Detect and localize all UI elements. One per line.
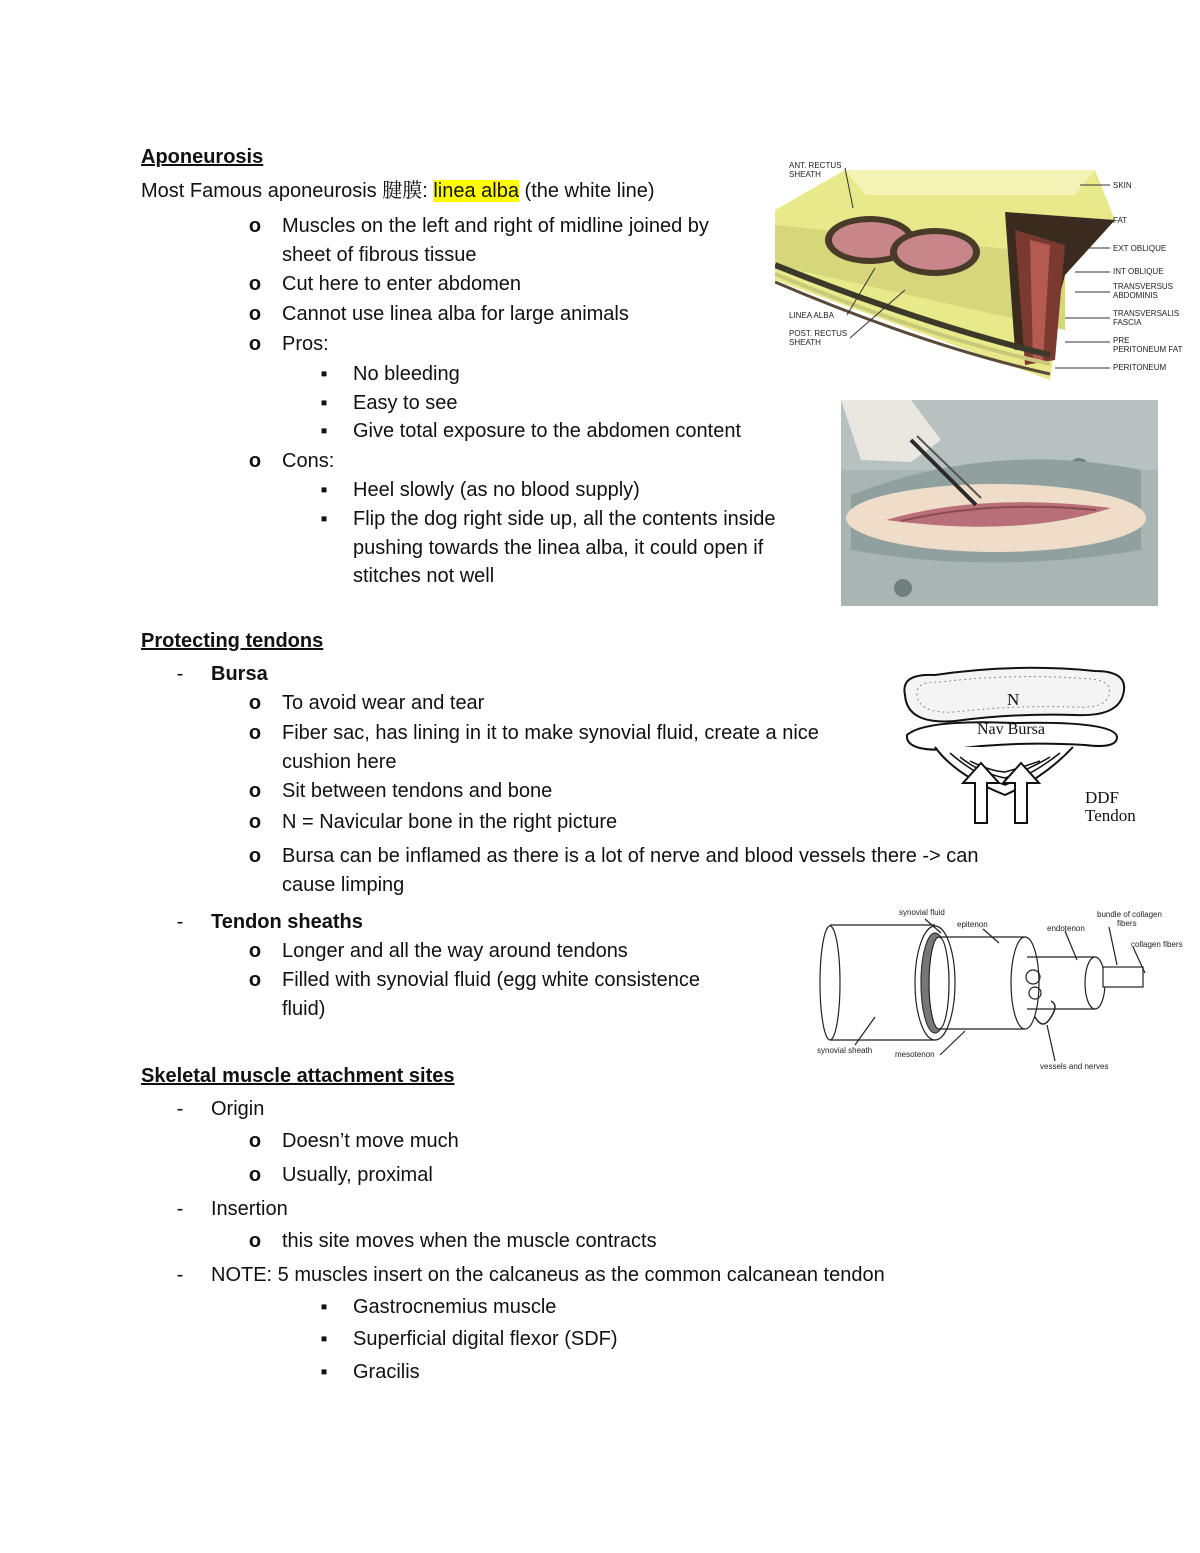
label-transversalis: TRANSVERSALIS	[1113, 309, 1180, 318]
bullet-circle: o	[248, 450, 262, 472]
label-transversus: TRANSVERSUS	[1113, 282, 1174, 291]
list-item: Give total exposure to the abdomen content	[353, 420, 742, 442]
list-item: Cut here to enter abdomen	[282, 273, 522, 295]
label-skin: SKIN	[1113, 181, 1132, 190]
list-item: Muscles on the left and right of midline joined by	[282, 215, 709, 237]
label-ant-rectus: ANT. RECTUS	[789, 161, 842, 170]
skeletal-heading: Skeletal muscle attachment sites	[141, 1065, 455, 1087]
list-item: Filled with synovial fluid (egg white consistence	[282, 969, 700, 991]
label-post-sheath: SHEATH	[789, 338, 821, 347]
list-item: Gastrocnemius muscle	[353, 1296, 557, 1318]
list-item: Longer and all the way around tendons	[282, 940, 628, 962]
bullet-square: ▪	[320, 363, 328, 385]
label-nav-bursa: Nav Bursa	[977, 721, 1045, 738]
label-bundle-2: fibers	[1117, 919, 1137, 928]
list-item: stitches not well	[353, 565, 495, 587]
bullet-circle: o	[248, 845, 262, 867]
bullet-square: ▪	[320, 1328, 328, 1350]
list-item: Pros:	[282, 333, 329, 355]
list-item: Usually, proximal	[282, 1164, 433, 1186]
tendons-heading: Protecting tendons	[141, 630, 324, 652]
label-peritoneum-fat: PERITONEUM FAT	[1113, 345, 1183, 354]
list-item: this site moves when the muscle contracts	[282, 1230, 657, 1252]
intro-highlight: linea alba	[433, 180, 519, 202]
aponeurosis-heading: Aponeurosis	[141, 146, 264, 168]
list-item: Cannot use linea alba for large animals	[282, 303, 629, 325]
label-abdominis: ABDOMINIS	[1113, 291, 1158, 300]
list-item: N = Navicular bone in the right picture	[282, 811, 618, 833]
label-n: N	[1007, 690, 1020, 709]
origin-label: Origin	[211, 1098, 265, 1120]
bullet-circle: o	[248, 940, 262, 962]
bullet-circle: o	[248, 215, 262, 237]
intro-prefix: Most Famous aponeurosis 腱膜:	[141, 180, 428, 202]
label-mesotenon: mesotenon	[895, 1050, 935, 1059]
label-ddf: DDF	[1085, 788, 1120, 807]
label-sheath: SHEATH	[789, 170, 821, 179]
label-synovial-sheath: synovial sheath	[817, 1046, 873, 1055]
label-collagen-fibers: collagen fibers	[1131, 940, 1183, 949]
list-item: cause limping	[282, 874, 405, 896]
list-item: sheet of fibrous tissue	[282, 244, 477, 266]
list-item: No bleeding	[353, 363, 460, 385]
list-item: Doesn’t move much	[282, 1130, 459, 1152]
bullet-square: ▪	[320, 1361, 328, 1383]
bullet-circle: o	[248, 780, 262, 802]
aponeurosis-intro	[141, 179, 655, 203]
list-item: Bursa can be inflamed as there is a lot of nerve and blood vessels there -> can	[282, 845, 979, 867]
bullet-circle: o	[248, 273, 262, 295]
label-post-rectus: POST. RECTUS	[789, 329, 848, 338]
list-item: Heel slowly (as no blood supply)	[353, 479, 640, 501]
list-item: Superficial digital flexor (SDF)	[353, 1328, 618, 1350]
bullet-dash: -	[176, 1098, 184, 1120]
bullet-circle: o	[248, 692, 262, 714]
label-endotenon: endotenon	[1047, 924, 1085, 933]
abdominal-wall-diagram	[775, 150, 1190, 382]
bullet-dash: -	[176, 663, 184, 685]
label-pre: PRE	[1113, 336, 1130, 345]
list-item: cushion here	[282, 751, 397, 773]
bullet-dash: -	[176, 1264, 184, 1286]
bullet-circle: o	[248, 969, 262, 991]
tendon-sheath-diagram	[815, 905, 1190, 1075]
label-bundle-1: bundle of collagen	[1097, 910, 1162, 919]
bullet-circle: o	[248, 1230, 262, 1252]
bullet-square: ▪	[320, 392, 328, 414]
bullet-circle: o	[248, 303, 262, 325]
label-fascia: FASCIA	[1113, 318, 1142, 327]
surgery-photo	[841, 400, 1158, 606]
label-peritoneum: PERITONEUM	[1113, 363, 1167, 372]
insertion-label: Insertion	[211, 1198, 288, 1220]
navicular-bursa-diagram	[895, 665, 1150, 830]
label-tendon: Tendon	[1085, 806, 1136, 825]
note-label: NOTE: 5 muscles insert on the calcaneus as the common calcanean tendon	[211, 1264, 885, 1286]
bullet-dash: -	[176, 1198, 184, 1220]
bullet-circle: o	[248, 1164, 262, 1186]
label-ext-oblique: EXT OBLIQUE	[1113, 244, 1167, 253]
list-item: Sit between tendons and bone	[282, 780, 553, 802]
label-vessels-nerves: vessels and nerves	[1040, 1062, 1109, 1071]
intro-suffix: (the white line)	[524, 180, 655, 202]
list-item: Flip the dog right side up, all the contents inside	[353, 508, 776, 530]
list-item: Gracilis	[353, 1361, 420, 1383]
label-synovial-fluid: synovial fluid	[899, 908, 945, 917]
bullet-square: ▪	[320, 420, 328, 442]
bullet-square: ▪	[320, 479, 328, 501]
bullet-circle: o	[248, 333, 262, 355]
bullet-square: ▪	[320, 508, 328, 530]
list-item: Cons:	[282, 450, 335, 472]
list-item: pushing towards the linea alba, it could open if	[353, 537, 764, 559]
label-int-oblique: INT OBLIQUE	[1113, 267, 1164, 276]
list-item: fluid)	[282, 998, 326, 1020]
bullet-dash: -	[176, 911, 184, 933]
list-item: Fiber sac, has lining in it to make synovial fluid, create a nice	[282, 722, 819, 744]
bullet-circle: o	[248, 722, 262, 744]
bullet-circle: o	[248, 1130, 262, 1152]
bullet-square: ▪	[320, 1296, 328, 1318]
label-linea-alba: LINEA ALBA	[789, 311, 834, 320]
label-epitenon: epitenon	[957, 920, 988, 929]
tendon-sheaths-label: Tendon sheaths	[211, 911, 363, 933]
list-item: To avoid wear and tear	[282, 692, 485, 714]
bullet-circle: o	[248, 811, 262, 833]
label-fat: FAT	[1113, 216, 1128, 225]
list-item: Easy to see	[353, 392, 458, 414]
bursa-label: Bursa	[211, 663, 268, 685]
